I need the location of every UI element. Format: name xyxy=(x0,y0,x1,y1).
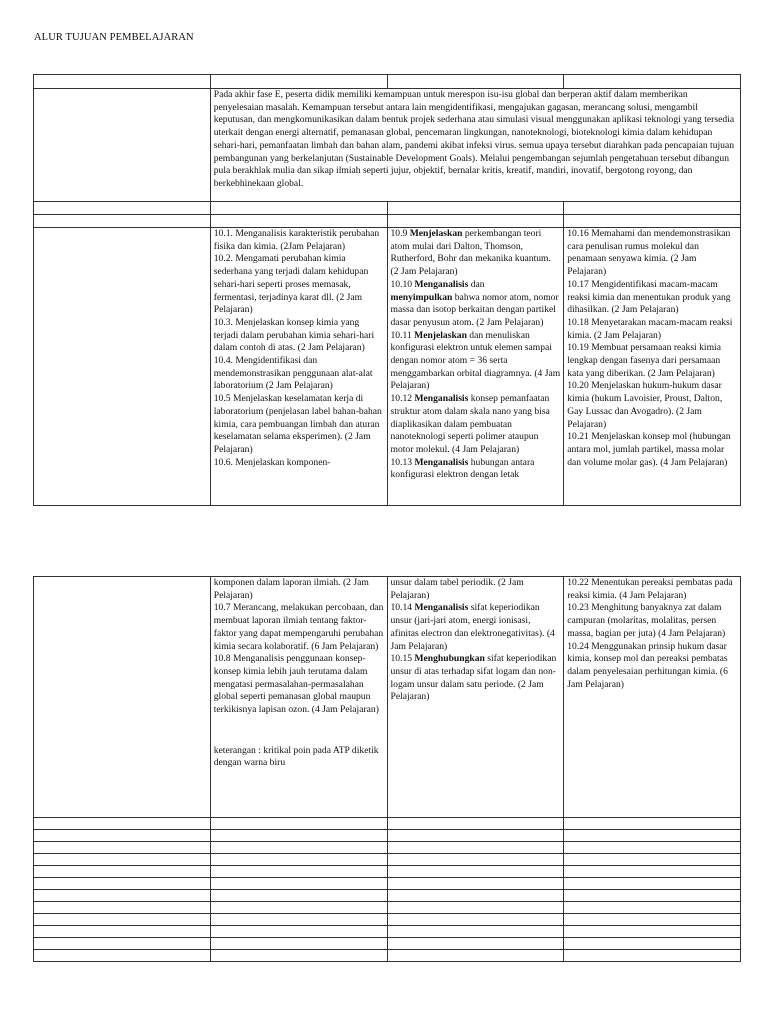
tujuan-item xyxy=(567,317,737,342)
table-cell xyxy=(564,842,741,854)
text-span: 10.21 Menjelaskan konsep mol (hubungan antara mol, jumlah partikel, massa molar dan volume molar gas). (4 Jam Pelajaran) xyxy=(567,431,731,468)
table-cell xyxy=(387,866,564,878)
table-cell xyxy=(34,202,211,215)
bold-verb: Menganalisis xyxy=(414,278,469,290)
table-cell xyxy=(564,950,741,962)
header-cell xyxy=(387,75,564,89)
bold-verb: menyimpulkan xyxy=(390,291,453,303)
bold-verb: Menghubungkan xyxy=(414,653,485,665)
tujuan-item xyxy=(391,228,561,279)
tujuan-item xyxy=(214,577,384,602)
tujuan-item xyxy=(214,457,384,470)
note-keterangan: keterangan : kritikal poin pada ATP diketik dengan warna biru xyxy=(213,744,379,769)
table-cell xyxy=(210,202,387,215)
tujuan-item xyxy=(391,393,561,457)
tujuan-item xyxy=(391,457,561,482)
text-span: 10.13 xyxy=(390,456,415,468)
text-span: 10.10 xyxy=(390,278,415,290)
table-cell xyxy=(34,215,211,228)
tujuan-item xyxy=(567,279,737,317)
tujuan-item xyxy=(214,253,384,317)
tujuan-column-1 xyxy=(210,228,387,506)
table-cell xyxy=(34,854,211,866)
tujuan-column-3 xyxy=(564,228,741,506)
table-cell xyxy=(387,926,564,938)
text-span: 10.3. Menjelaskan konsep kimia yang terjadi dalam perubahan kimia sehari-hari dalam contoh di atas. (2 Jam Pelajaran) xyxy=(213,316,375,354)
table-row xyxy=(34,878,741,890)
table-row xyxy=(34,842,741,854)
table-cell xyxy=(564,215,741,228)
table-cell xyxy=(564,890,741,902)
tujuan-item xyxy=(391,577,561,602)
header-cell xyxy=(34,75,211,89)
text-span: sifat keperiodikan unsur di atas terhadap sifat logam dan non-logam unsur dalam satu periode. (2 Jam Pelajaran) xyxy=(390,653,557,703)
text-span: 10.5 Menjelaskan keselamatan kerja di laboratorium (penjelasan label bahan-bahan kimia, cara pembuangan limbah dan aturan keselamatan selama eksperimen). (2 Jam Pelajaran) xyxy=(213,393,382,455)
text-span: 10.24 Menggunakan prinsip hukum dasar kimia, konsep mol dan pereaksi pembatas dalam penyelesaian perhitungan kimia. (6 Jam Pelajaran) xyxy=(567,640,728,690)
table-cell xyxy=(387,854,564,866)
text-span: 10.15 xyxy=(390,653,415,665)
tujuan-item xyxy=(214,355,384,393)
tujuan-item xyxy=(567,641,737,692)
table-cell xyxy=(210,818,387,830)
tujuan-column-2 xyxy=(387,577,564,818)
text-span: 10.2. Mengamati perubahan kimia sederhana yang terjadi dalam kehidupan sehari-hari seperti proses memasak, fermentasi, terjadinya karat dll. (2 Jam Pelajaran) xyxy=(213,253,369,316)
table-cell xyxy=(564,938,741,950)
tujuan-item xyxy=(391,279,561,292)
tujuan-item xyxy=(391,602,561,653)
table-row xyxy=(34,902,741,914)
tujuan-item xyxy=(214,228,384,253)
document-title: ALUR TUJUAN PEMBELAJARAN xyxy=(34,32,194,43)
text-span: 10.11 xyxy=(390,329,415,341)
table-cell xyxy=(564,818,741,830)
bold-verb: Menganalisis xyxy=(414,393,469,405)
tujuan-row xyxy=(34,228,741,506)
table-row xyxy=(34,215,741,228)
tujuan-label-cell xyxy=(34,577,211,818)
table-cell xyxy=(564,830,741,842)
tujuan-item xyxy=(214,602,384,653)
text-span: unsur dalam tabel periodik. (2 Jam Pelajaran) xyxy=(390,577,524,601)
text-span: 10.1. Menganalisis karakteristik perubahan fisika dan kimia. (2Jam Pelajaran) xyxy=(213,228,380,252)
text-span: 10.18 Menyetarakan macam-macam reaksi kimia. (2 Jam Pelajaran) xyxy=(567,316,733,341)
table-row xyxy=(34,830,741,842)
tujuan-item xyxy=(391,292,561,330)
table-cell xyxy=(34,938,211,950)
table-cell xyxy=(34,842,211,854)
atp-table-page-1 xyxy=(33,74,741,506)
table-cell xyxy=(210,914,387,926)
table-cell xyxy=(564,202,741,215)
text-span: 10.14 xyxy=(390,602,415,614)
tujuan-column-1 xyxy=(210,577,387,818)
tujuan-item xyxy=(214,393,384,457)
text-span: 10.12 xyxy=(390,393,415,405)
text-span: 10.23 Menghitung banyaknya zat dalam campuran (molaritas, molalitas, persen massa, bagian per juta) (4 Jam Pelajaran) xyxy=(567,602,726,639)
table-header-row xyxy=(34,75,741,89)
text-span: 10.7 Merancang, melakukan percobaan, dan membuat laporan ilmiah tentang faktor-faktor yang dapat mempengaruhi perubahan kimia secara kolaboratif. (6 Jam Pelajaran) xyxy=(213,602,384,652)
bold-verb: Menganalisis xyxy=(414,602,469,614)
capaian-label-cell xyxy=(34,89,211,202)
table-row xyxy=(34,926,741,938)
text-span: 10.19 Membuat persamaan reaksi kimia lengkap dengan fasenya dari persamaan kata yang diberikan. (2 Jam Pelajaran) xyxy=(567,342,721,379)
table-cell xyxy=(210,215,387,228)
table-cell xyxy=(210,902,387,914)
text-span: 10.20 Menjelaskan hukum-hukum dasar kimia (hukum Lavoisier, Proust, Dalton, Gay Lussac dan Avogadro). (2 Jam Pelajaran) xyxy=(567,380,723,430)
table-cell xyxy=(210,938,387,950)
text-span: 10.17 Mengidentifikasi macam-macam reaksi kimia dan menentukan produk yang dihasilkan. (2 Jam Pelajaran) xyxy=(567,278,731,316)
text-span: 10.9 xyxy=(390,228,410,239)
text-span: dan xyxy=(468,278,485,290)
bold-verb: Menjelaskan xyxy=(409,228,463,239)
table-cell xyxy=(387,938,564,950)
tujuan-item xyxy=(567,602,737,640)
tujuan-item xyxy=(391,653,561,704)
table-cell xyxy=(34,866,211,878)
table-cell xyxy=(210,830,387,842)
bold-verb: Menganalisis xyxy=(414,456,469,468)
tujuan-item xyxy=(567,228,737,279)
tujuan-item xyxy=(567,380,737,431)
table-row xyxy=(34,890,741,902)
text-span: 10.16 Memahami dan mendemonstrasikan cara penulisan rumus molekul dan penamaan senyawa kimia. (2 Jam Pelajaran) xyxy=(567,228,731,278)
tujuan-item xyxy=(567,431,737,469)
table-cell xyxy=(210,842,387,854)
table-cell xyxy=(34,878,211,890)
table-cell xyxy=(387,902,564,914)
table-cell xyxy=(564,926,741,938)
text-span: 10.8 Menganalisis penggunaan konsep-konsep kimia lebih jauh terutama dalam mengatasi permasalahan-permasalahan global seperti pemanasan global maupun terkikisnya lapisan ozon. (4 Jam Pelajaran) xyxy=(213,653,379,716)
bold-verb: Menjelaskan xyxy=(414,329,467,341)
table-cell xyxy=(210,890,387,902)
table-cell xyxy=(387,842,564,854)
table-cell xyxy=(387,830,564,842)
text-span: bahwa nomor atom, nomor massa dan isotop berkaitan dengan partikel dasar penyusun atom. (2 Jam Pelajaran) xyxy=(390,291,559,328)
table-cell xyxy=(387,202,564,215)
table-cell xyxy=(210,866,387,878)
table-row xyxy=(34,818,741,830)
text-span: 10.4. Mengidentifikasi dan mendemonstrasikan penggunaan alat-alat laboratorium (2 Jam Pelajaran) xyxy=(213,355,373,392)
table-cell xyxy=(210,854,387,866)
tujuan-item xyxy=(391,330,561,394)
text-span: konsep pemanfaatan struktur atom dalam skala nano yang bisa diaplikasikan dalam pembuatan nanoteknologi seperti polimer ataupun motor molekul. (4 Jam Pelajaran) xyxy=(390,393,550,455)
tujuan-column-3 xyxy=(564,577,741,818)
tujuan-column-2 xyxy=(387,228,564,506)
table-cell xyxy=(387,890,564,902)
table-cell xyxy=(210,926,387,938)
table-cell xyxy=(34,818,211,830)
tujuan-row xyxy=(34,577,741,818)
table-cell xyxy=(564,878,741,890)
table-cell xyxy=(210,950,387,962)
text-span: 10.6. Menjelaskan komponen- xyxy=(213,456,331,468)
table-row xyxy=(34,854,741,866)
tujuan-item xyxy=(567,342,737,380)
table-cell xyxy=(210,878,387,890)
capaian-row xyxy=(34,89,741,202)
tujuan-item xyxy=(214,317,384,355)
table-row xyxy=(34,938,741,950)
table-cell xyxy=(34,830,211,842)
table-row xyxy=(34,914,741,926)
capaian-text: Pada akhir fase E, peserta didik memiliki kemampuan untuk merespon isu-isu global dan berperan aktif dalam memberikan penyelesaian masalah. Kemampuan tersebut antara lain mengidentifikasi, mengajukan gagasan, merancang solusi, mengambil keputusan, dan mengkomunikasikan dalam bentuk projek sederhana atau simulasi visual menggunakan aplikasi teknologi yang tersedia uterkait dengan energi alternatif, pemanasan global, pencemaran lingkungan, nanoteknologi, bioteknologi kimia dalam kehidupan sehari-hari, pemanfaatan limbah dan bahan alam, pandemi akibat infeksi virus. semua upaya tersebut diarahkan pada pencapaian tujuan pembangunan yang berkelanjutan (Sustainable Development Goals). Melalui pengembangan sejumlah pengetahuan tersebut dibangun pula berakhlak mulia dan sikap ilmiah seperti jujur, objektif, bernalar kritis, kreatif, mandiri, inovatif, bergotong royong, dan berkebhinekaan global. xyxy=(210,89,740,202)
table-row xyxy=(34,866,741,878)
text-span: dan menuliskan konfigurasi elektron untuk elemen sampai dengan nomor atom = 36 serta menggambarkan orbital diagramnya. (4 Jam Pelajaran) xyxy=(390,329,561,392)
table-cell xyxy=(564,854,741,866)
table-cell xyxy=(34,890,211,902)
header-cell xyxy=(564,75,741,89)
table-row xyxy=(34,202,741,215)
table-cell xyxy=(387,215,564,228)
tujuan-item xyxy=(214,653,384,717)
table-cell xyxy=(564,914,741,926)
header-cell xyxy=(210,75,387,89)
table-cell xyxy=(34,926,211,938)
table-cell xyxy=(34,902,211,914)
table-cell xyxy=(387,914,564,926)
text-span: perkembangan teori atom mulai dari Dalton, Thomson, Rutherford, Bohr dan mekanika kuantum. (2 Jam Pelajaran) xyxy=(390,228,551,278)
table-cell xyxy=(34,950,211,962)
text-span: hubungan antara konfigurasi elektron dengan letak xyxy=(390,456,535,481)
table-row xyxy=(34,950,741,962)
table-cell xyxy=(34,914,211,926)
tujuan-item xyxy=(567,577,737,602)
table-cell xyxy=(564,866,741,878)
tujuan-label-cell xyxy=(34,228,211,506)
table-cell xyxy=(564,902,741,914)
text-span: sifat keperiodikan unsur (jari-jari atom, energi ionisasi, afinitas electron dan elektronegativitas). (4 Jam Pelajaran) xyxy=(390,602,555,652)
table-cell xyxy=(387,818,564,830)
table-cell xyxy=(387,950,564,962)
text-span: 10.22 Menentukan pereaksi pembatas pada reaksi kimia. (4 Jam Pelajaran) xyxy=(567,577,733,601)
text-span: komponen dalam laporan ilmiah. (2 Jam Pelajaran) xyxy=(213,577,369,601)
table-cell xyxy=(387,878,564,890)
atp-table-page-2 xyxy=(33,576,741,962)
